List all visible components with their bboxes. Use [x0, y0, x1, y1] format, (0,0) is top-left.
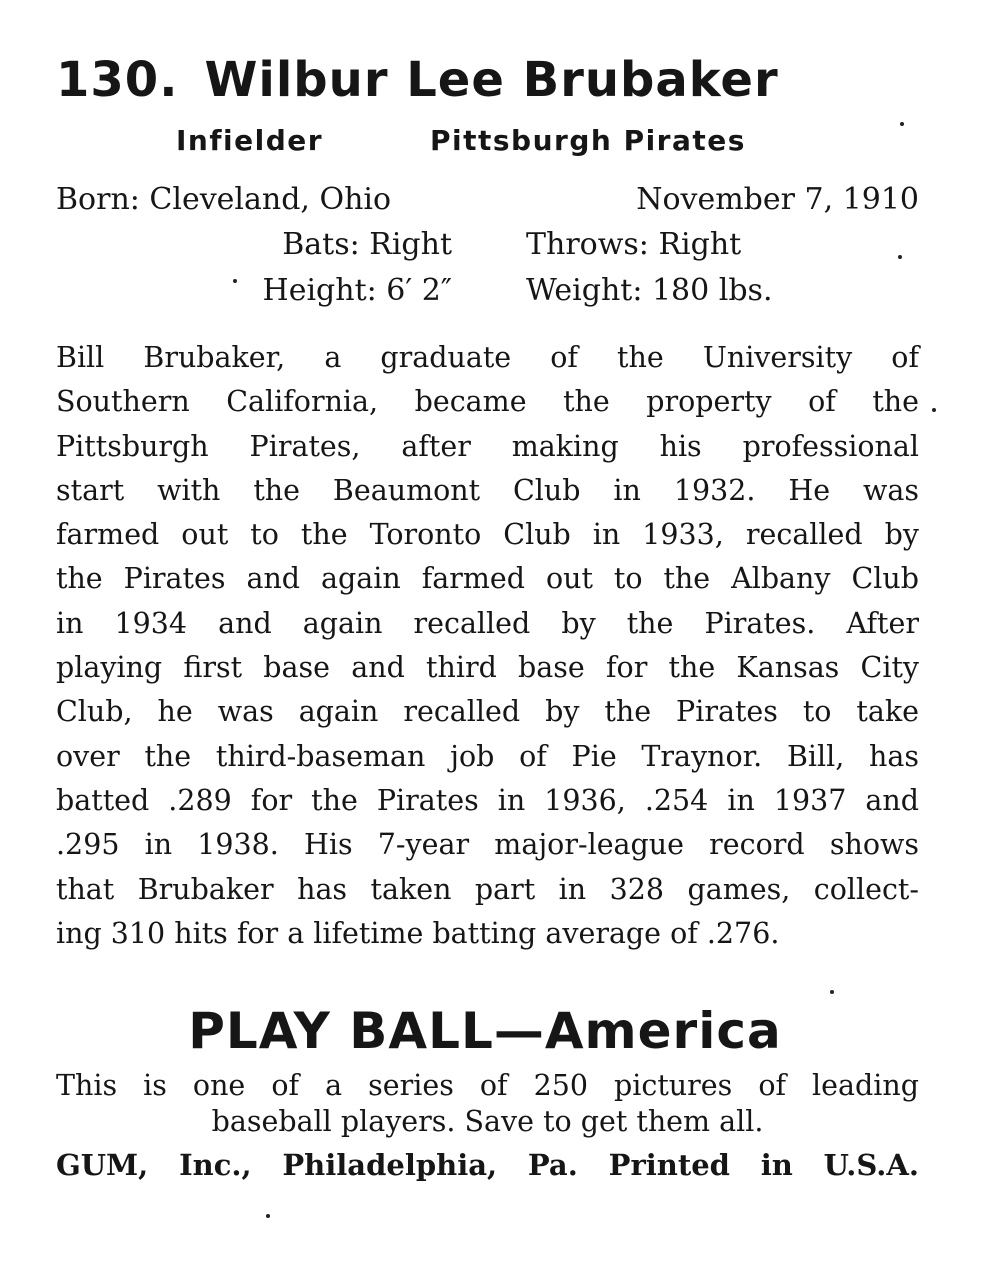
birthplace: Born: Cleveland, Ohio [56, 182, 392, 217]
print-speck [830, 990, 834, 994]
print-speck [900, 122, 904, 126]
player-name: Wilbur Lee Brubaker [204, 52, 779, 108]
bio-line: Bill Brubaker, a graduate of the University of [56, 341, 919, 374]
bio-line: Southern California, became the property of the [56, 385, 919, 419]
birth-date: November 7, 1910 [636, 182, 919, 217]
bio-line: Club, he was again recalled by the Pirates to take [56, 695, 919, 729]
print-speck [233, 279, 237, 283]
bio-line: batted .289 for the Pirates in 1936, .254 in 1937 and [56, 783, 919, 817]
card-header [56, 52, 779, 108]
print-speck [266, 1214, 270, 1218]
series-note [56, 1068, 919, 1140]
bio-line: ing 310 hits for a lifetime batting average of .276. [56, 916, 780, 950]
throws: Throws: Right [526, 227, 742, 262]
series-note-line: This is one of a series of 250 pictures of leading [56, 1069, 919, 1102]
bio-line: .295 in 1938. His 7-year major-league record shows [56, 828, 919, 862]
publisher-line: GUM, Inc., Philadelphia, Pa. Printed in U.S.A. [56, 1148, 919, 1182]
card-number: 130. [56, 52, 179, 108]
bio-line: over the third-baseman job of Pie Traynor. Bill, has [56, 739, 919, 773]
bio-line: playing first base and third base for the Kansas City [56, 651, 919, 685]
player-biography [56, 336, 919, 956]
bio-line: that Brubaker has taken part in 328 games, collect- [56, 872, 919, 906]
print-speck [932, 408, 936, 412]
height: Height: 6′ 2″ [262, 273, 452, 308]
bio-line: Pittsburgh Pirates, after making his professional [56, 429, 919, 463]
weight: Weight: 180 lbs. [526, 273, 773, 308]
print-speck [898, 255, 902, 259]
player-position: Infielder [176, 124, 324, 157]
series-note-line: baseball players. Save to get them all. [211, 1105, 764, 1138]
series-title: PLAY BALL—America [188, 1002, 782, 1060]
bio-line: the Pirates and again farmed out to the Albany Club [56, 562, 919, 596]
bio-line: farmed out to the Toronto Club in 1933, recalled by [56, 518, 919, 552]
player-team: Pittsburgh Pirates [430, 124, 746, 157]
bio-line: in 1934 and again recalled by the Pirates. After [56, 606, 919, 640]
bats: Bats: Right [282, 227, 452, 262]
bio-line: start with the Beaumont Club in 1932. He was [56, 473, 919, 507]
